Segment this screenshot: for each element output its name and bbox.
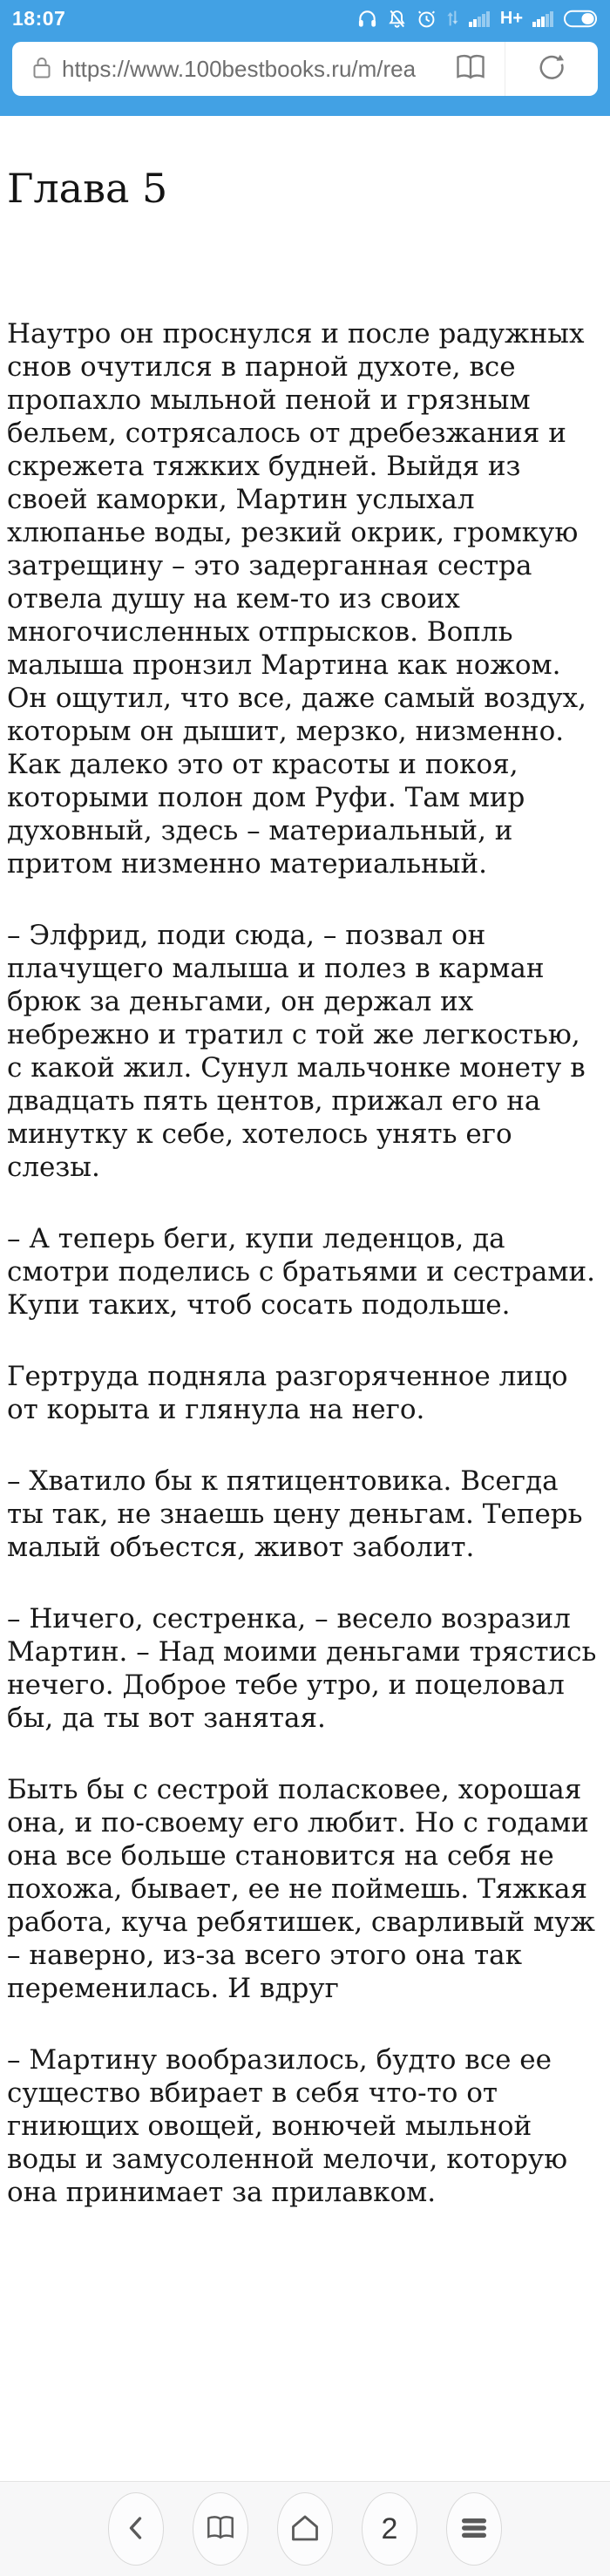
chevron-left-icon [123, 2513, 149, 2545]
clock: 18:07 [12, 6, 66, 30]
status-bar [0, 0, 610, 37]
data-arrows-icon [446, 9, 459, 28]
back-button[interactable] [108, 2492, 164, 2566]
paragraph: Наутро он проснулся и после радужных снов очутился в парной духоте, все пропахло мыльной пеной и грязным бельем, сотрясалось от дребезжания и скрежета тяжких будней. Выйдя из своей каморки, Мартин услыхал хлюпанье воды, резкий окрик, громкую затрещину – это задерганная сестра отвела душу на кем-то из своих многочисленных отпрысков. Вопль малыша пронзил Мартина как ножом. Он ощутил, что все, даже самый воздух, которым он дышит, мерзко, низменно. Как далеко это от красоты и покоя, которыми полон дом Руфи. Там мир духовный, здесь – материальный, и притом низменно материальный. [7, 318, 587, 880]
battery-icon [564, 10, 598, 28]
page-content [0, 116, 610, 2481]
url-text: https://www.100bestbooks.ru/m/rea [62, 55, 417, 82]
paragraph: Гертруда подняла разгоряченное лицо от корыта и глянула на него. [7, 1361, 568, 1425]
open-book-icon [455, 54, 486, 84]
bookmarks-button[interactable] [437, 42, 505, 96]
signal-strength-sim1-icon [469, 10, 491, 27]
network-type-badge: H+ [499, 8, 523, 28]
chapter-title: Глава 5 [7, 165, 168, 212]
address-field[interactable] [12, 56, 437, 83]
signal-strength-sim2-icon [532, 10, 554, 27]
browser-chrome [0, 0, 610, 116]
open-book-icon [206, 2515, 235, 2544]
tab-count: 2 [381, 2511, 398, 2545]
paragraph: – Хватило бы к пятицентовика. Всегда ты так, не знаешь цену деньгам. Теперь малый объестся, живот заболит. [7, 1465, 583, 1563]
refresh-icon [536, 52, 567, 86]
bookshelf-button[interactable] [193, 2492, 248, 2566]
refresh-button[interactable] [505, 42, 598, 96]
tabs-button[interactable] [362, 2492, 417, 2566]
browser-bottom-bar [0, 2481, 610, 2576]
lock-icon [33, 56, 51, 83]
url-bar [12, 42, 598, 96]
headset-icon [357, 9, 377, 29]
home-button[interactable] [277, 2492, 333, 2566]
paragraph: – А теперь беги, купи леденцов, да смотри поделись с братьями и сестрами. Купи таких, чтоб сосать подольше. [7, 1223, 595, 1321]
paragraph: – Элфрид, поди сюда, – позвал он плачущего малыша и полез в карман брюк за деньгами, он держал их небрежно и тратил с той же легкостью, с какой жил. Сунул мальчонке монету в двадцать пять центов, прижал его на минутку к себе, хотелось унять его слезы. [7, 920, 586, 1183]
hamburger-menu-icon [461, 2517, 487, 2542]
bell-muted-icon [387, 9, 407, 29]
paragraph: – Мартину вообразилось, будто все ее существо вбирает в себя что-то от гниющих овощей, вонючей мыльной воды и замусоленной мелочи, которую она принимает за прилавком. [7, 2044, 568, 2208]
chapter-text [7, 317, 601, 2209]
menu-button[interactable] [446, 2492, 502, 2566]
paragraph: – Ничего, сестренка, – весело возразил Мартин. – Над моими деньгами трястись нечего. Доброе тебе утро, и поцеловал бы, да ты вот занятая. [7, 1603, 597, 1734]
alarm-clock-icon [417, 9, 437, 29]
paragraph: Быть бы с сестрой поласковее, хорошая она, и по-своему его любит. Но с годами она все больше становится на себя не похожа, бывает, ее не поймешь. Тяжкая работа, куча ребятишек, сварливый муж – наверно, из-за всего этого она так переменилась. И вдруг [7, 1774, 595, 2004]
home-icon [290, 2514, 320, 2545]
